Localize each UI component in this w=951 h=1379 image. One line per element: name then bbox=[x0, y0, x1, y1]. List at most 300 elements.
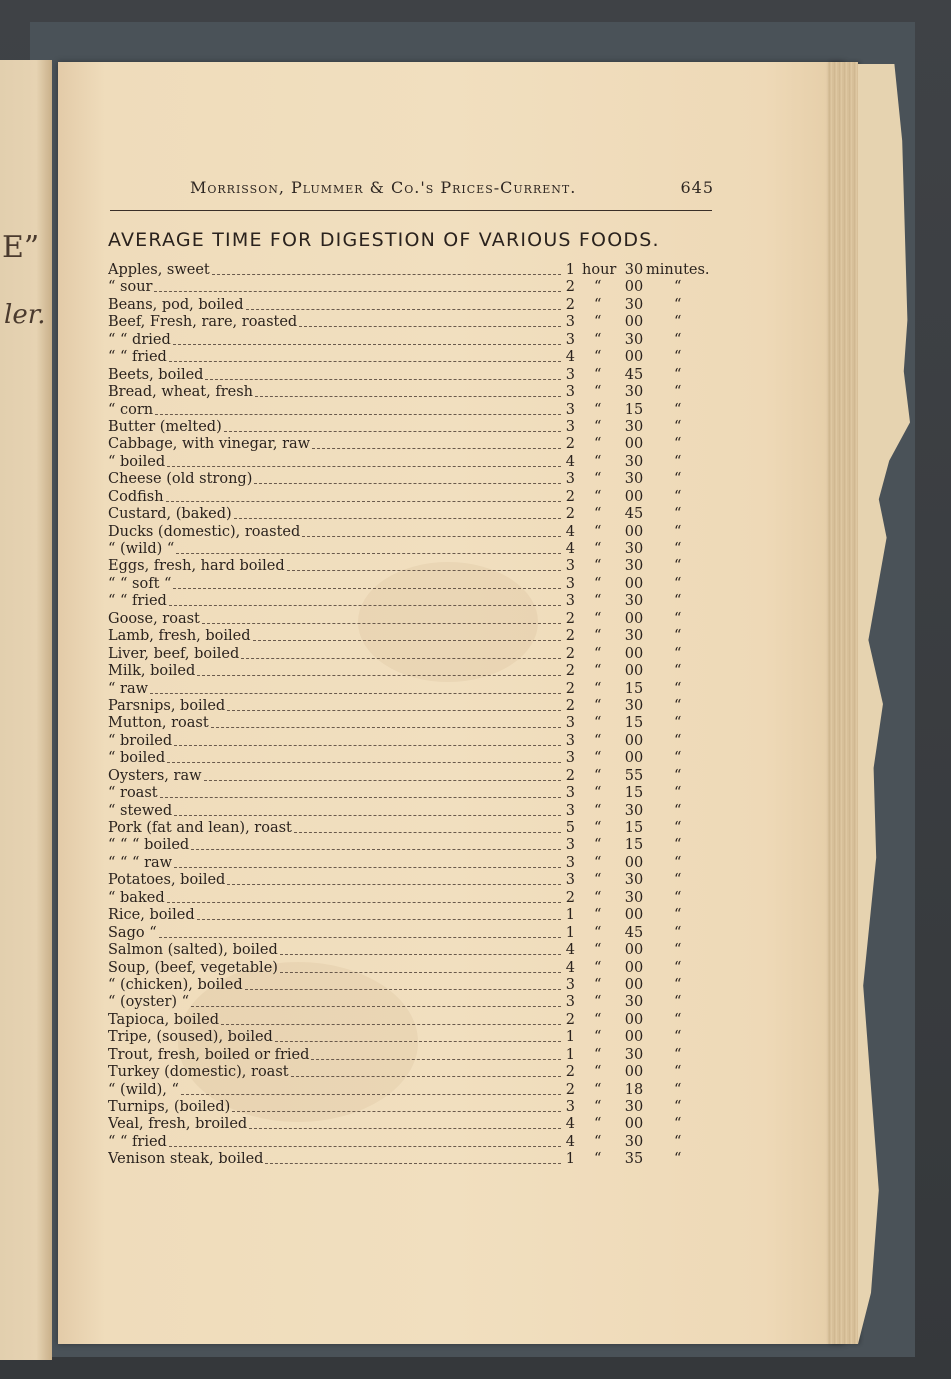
food-cell bbox=[108, 314, 563, 331]
dot-leader bbox=[280, 960, 561, 973]
dot-leader bbox=[166, 489, 561, 502]
ditto-mark: “ bbox=[594, 1029, 602, 1046]
minutes-value: 00 bbox=[624, 942, 644, 959]
ditto-mark: “ bbox=[594, 1133, 602, 1150]
ditto-mark: “ bbox=[674, 488, 682, 505]
minutes-value: 15 bbox=[624, 401, 644, 418]
ditto-mark: “ bbox=[594, 663, 602, 680]
food-name: Lamb, fresh, boiled bbox=[108, 628, 251, 645]
ditto-mark: “ bbox=[674, 593, 682, 610]
table-row bbox=[108, 332, 728, 349]
hours-value: 4 bbox=[565, 523, 575, 540]
food-name: “ raw bbox=[108, 680, 149, 697]
food-cell bbox=[108, 785, 563, 802]
food-name: “ “ fried bbox=[108, 349, 167, 366]
table-row bbox=[108, 524, 728, 541]
ditto-mark: “ bbox=[594, 1151, 602, 1168]
table-row bbox=[108, 593, 728, 610]
ditto-mark: “ bbox=[594, 872, 602, 889]
dot-leader bbox=[249, 1116, 561, 1129]
table-row bbox=[108, 715, 728, 732]
hours-value: 1 bbox=[565, 907, 575, 924]
table-row bbox=[108, 855, 728, 872]
minutes-value: 00 bbox=[624, 279, 644, 296]
ditto-mark: “ bbox=[594, 610, 602, 627]
food-cell bbox=[108, 715, 563, 732]
food-name: Tripe, (soused), boiled bbox=[108, 1029, 273, 1046]
minutes-value: 30 bbox=[624, 384, 644, 401]
hours-value: 3 bbox=[565, 1099, 575, 1115]
dot-leader bbox=[167, 750, 561, 763]
dot-leader bbox=[227, 872, 561, 885]
ditto-mark: “ bbox=[674, 889, 682, 906]
food-cell bbox=[108, 855, 563, 872]
minutes-value: 00 bbox=[624, 750, 644, 767]
dot-leader bbox=[197, 663, 561, 676]
ditto-mark: “ bbox=[594, 750, 602, 767]
table-row bbox=[108, 733, 728, 750]
food-cell bbox=[108, 803, 563, 820]
hours-value: 4 bbox=[565, 541, 575, 557]
dot-leader bbox=[227, 698, 561, 711]
ditto-mark: “ bbox=[594, 506, 602, 523]
minutes-value: 30 bbox=[624, 331, 644, 348]
hours-value: 3 bbox=[565, 384, 575, 401]
hours-value: 1 bbox=[565, 1029, 575, 1046]
minutes-value: 00 bbox=[624, 732, 644, 749]
hours-value: 3 bbox=[565, 314, 575, 331]
minutes-value: 45 bbox=[624, 924, 644, 941]
ditto-mark: “ bbox=[674, 820, 682, 836]
ditto-mark: “ bbox=[594, 889, 602, 906]
food-name: Beets, boiled bbox=[108, 366, 204, 383]
ditto-mark: “ bbox=[674, 837, 682, 854]
table-row bbox=[108, 803, 728, 820]
food-name: “ (oyster) “ bbox=[108, 994, 190, 1011]
table-row bbox=[108, 384, 728, 401]
food-name: Tapioca, boiled bbox=[108, 1011, 219, 1028]
dot-leader bbox=[181, 1082, 561, 1095]
dot-leader bbox=[275, 1029, 561, 1042]
previous-page-fragment: E” bbox=[2, 230, 40, 265]
dot-leader bbox=[254, 471, 561, 484]
food-cell bbox=[108, 698, 563, 715]
minutes-label: minutes. bbox=[646, 262, 710, 278]
dot-leader bbox=[173, 576, 561, 589]
hours-value: 2 bbox=[565, 1081, 575, 1098]
table-row bbox=[108, 297, 728, 314]
minutes-value: 00 bbox=[624, 523, 644, 540]
table-row bbox=[108, 681, 728, 698]
hours-value: 2 bbox=[565, 296, 575, 313]
minutes-value: 00 bbox=[624, 976, 644, 993]
food-cell bbox=[108, 506, 563, 523]
food-name: “ roast bbox=[108, 785, 158, 802]
ditto-mark: “ bbox=[674, 976, 682, 993]
dot-leader bbox=[265, 1151, 561, 1164]
food-cell bbox=[108, 471, 563, 488]
minutes-value: 35 bbox=[624, 1151, 644, 1168]
table-row bbox=[108, 1099, 728, 1116]
ditto-mark: “ bbox=[594, 1011, 602, 1028]
food-name: Pork (fat and lean), roast bbox=[108, 820, 292, 836]
table-row bbox=[108, 628, 728, 645]
food-name: Goose, roast bbox=[108, 610, 200, 627]
ditto-mark: “ bbox=[594, 697, 602, 714]
hours-value: 3 bbox=[565, 872, 575, 889]
ditto-mark: “ bbox=[594, 1081, 602, 1098]
ditto-mark: “ bbox=[594, 854, 602, 871]
ditto-mark: “ bbox=[674, 279, 682, 296]
food-cell bbox=[108, 384, 563, 401]
food-cell bbox=[108, 1012, 563, 1029]
dot-leader bbox=[291, 1064, 561, 1077]
food-name: “ (chicken), boiled bbox=[108, 976, 243, 993]
food-cell bbox=[108, 367, 563, 384]
ditto-mark: “ bbox=[674, 872, 682, 889]
dot-leader bbox=[211, 715, 561, 728]
food-name: Liver, beef, boiled bbox=[108, 645, 240, 662]
table-row bbox=[108, 890, 728, 907]
food-name: Trout, fresh, boiled or fried bbox=[108, 1046, 310, 1063]
food-cell bbox=[108, 349, 563, 366]
ditto-mark: “ bbox=[594, 296, 602, 313]
dot-leader bbox=[167, 890, 561, 903]
ditto-mark: “ bbox=[594, 1046, 602, 1063]
running-title: Morrisson, Plummer & Co.'s Prices-Current. bbox=[190, 178, 577, 197]
ditto-mark: “ bbox=[674, 732, 682, 749]
food-name: Oysters, raw bbox=[108, 767, 202, 784]
hours-value: 2 bbox=[565, 1064, 575, 1081]
food-cell bbox=[108, 1029, 563, 1046]
hours-value: 2 bbox=[565, 889, 575, 906]
table-row bbox=[108, 925, 728, 942]
ditto-mark: “ bbox=[674, 907, 682, 924]
ditto-mark: “ bbox=[594, 575, 602, 592]
table-row bbox=[108, 1116, 728, 1133]
table-row bbox=[108, 837, 728, 854]
dot-leader bbox=[246, 297, 561, 310]
table-row bbox=[108, 279, 728, 296]
ditto-mark: “ bbox=[594, 907, 602, 924]
hours-value: 3 bbox=[565, 837, 575, 854]
ditto-mark: “ bbox=[674, 1133, 682, 1150]
hours-value: 4 bbox=[565, 1133, 575, 1150]
hours-value: 1 bbox=[565, 1046, 575, 1063]
hours-value: 3 bbox=[565, 802, 575, 819]
hours-value: 3 bbox=[565, 715, 575, 732]
ditto-mark: “ bbox=[594, 680, 602, 697]
dot-leader bbox=[294, 820, 561, 833]
table-row bbox=[108, 820, 728, 837]
table-row bbox=[108, 1012, 728, 1029]
food-name: “ “ fried bbox=[108, 1133, 167, 1150]
dot-leader bbox=[160, 785, 561, 798]
hours-value: 2 bbox=[565, 506, 575, 523]
ditto-mark: “ bbox=[674, 767, 682, 784]
table-title: AVERAGE TIME FOR DIGESTION OF VARIOUS FOODS. bbox=[108, 229, 660, 251]
ditto-mark: “ bbox=[674, 1011, 682, 1028]
ditto-mark: “ bbox=[594, 976, 602, 993]
food-cell bbox=[108, 750, 563, 767]
hours-value: 3 bbox=[565, 785, 575, 802]
table-row bbox=[108, 541, 728, 558]
hours-value: 3 bbox=[565, 976, 575, 993]
dot-leader bbox=[176, 541, 561, 554]
dot-leader bbox=[287, 558, 561, 571]
dot-leader bbox=[159, 925, 561, 938]
ditto-mark: “ bbox=[594, 1099, 602, 1115]
minutes-value: 00 bbox=[624, 1116, 644, 1133]
food-cell bbox=[108, 576, 563, 593]
food-name: “ “ dried bbox=[108, 331, 171, 348]
minutes-value: 15 bbox=[624, 715, 644, 732]
minutes-value: 00 bbox=[624, 314, 644, 331]
hours-value: 1 bbox=[565, 1151, 575, 1168]
food-cell bbox=[108, 872, 563, 889]
ditto-mark: “ bbox=[594, 785, 602, 802]
food-name: “ “ “ raw bbox=[108, 854, 173, 871]
ditto-mark: “ bbox=[674, 453, 682, 470]
food-name: “ broiled bbox=[108, 732, 173, 749]
minutes-value: 15 bbox=[624, 785, 644, 802]
ditto-mark: “ bbox=[594, 488, 602, 505]
dot-leader bbox=[155, 402, 561, 415]
dot-leader bbox=[167, 454, 561, 467]
dot-leader bbox=[280, 942, 561, 955]
table-row bbox=[108, 436, 728, 453]
minutes-value: 55 bbox=[624, 767, 644, 784]
minutes-value: 18 bbox=[624, 1081, 644, 1098]
ditto-mark: “ bbox=[674, 1046, 682, 1063]
minutes-value: 15 bbox=[624, 680, 644, 697]
minutes-value: 15 bbox=[624, 820, 644, 836]
ditto-mark: “ bbox=[594, 314, 602, 331]
ditto-mark: “ bbox=[594, 558, 602, 575]
minutes-value: 30 bbox=[624, 1099, 644, 1115]
hours-value: 4 bbox=[565, 942, 575, 959]
table-row bbox=[108, 750, 728, 767]
ditto-mark: “ bbox=[674, 854, 682, 871]
table-row bbox=[108, 1047, 728, 1064]
ditto-mark: “ bbox=[674, 349, 682, 366]
food-cell bbox=[108, 733, 563, 750]
ditto-mark: “ bbox=[674, 471, 682, 488]
food-name: Ducks (domestic), roasted bbox=[108, 523, 301, 540]
dot-leader bbox=[169, 1134, 561, 1147]
dot-leader bbox=[299, 314, 561, 327]
ditto-mark: “ bbox=[674, 680, 682, 697]
ditto-mark: “ bbox=[674, 663, 682, 680]
ditto-mark: “ bbox=[594, 471, 602, 488]
minutes-value: 00 bbox=[624, 436, 644, 453]
food-cell bbox=[108, 611, 563, 628]
table-row bbox=[108, 960, 728, 977]
hours-value: 4 bbox=[565, 453, 575, 470]
table-row bbox=[108, 506, 728, 523]
table-row bbox=[108, 454, 728, 471]
ditto-mark: “ bbox=[674, 750, 682, 767]
ditto-mark: “ bbox=[674, 558, 682, 575]
minutes-value: 30 bbox=[624, 541, 644, 557]
ditto-mark: “ bbox=[594, 384, 602, 401]
table-row bbox=[108, 872, 728, 889]
table-row bbox=[108, 1082, 728, 1099]
food-name: Turkey (domestic), roast bbox=[108, 1064, 289, 1081]
ditto-mark: “ bbox=[674, 331, 682, 348]
food-cell bbox=[108, 279, 563, 296]
hours-value: 3 bbox=[565, 854, 575, 871]
ditto-mark: “ bbox=[674, 418, 682, 435]
dot-leader bbox=[174, 803, 561, 816]
food-cell bbox=[108, 820, 563, 837]
table-row bbox=[108, 907, 728, 924]
food-cell bbox=[108, 1064, 563, 1081]
hours-value: 3 bbox=[565, 732, 575, 749]
food-cell bbox=[108, 628, 563, 645]
dot-leader bbox=[311, 1047, 561, 1060]
dot-leader bbox=[202, 611, 561, 624]
food-name: Butter (melted) bbox=[108, 418, 222, 435]
ditto-mark: “ bbox=[594, 820, 602, 836]
ditto-mark: “ bbox=[594, 628, 602, 645]
minutes-value: 30 bbox=[624, 453, 644, 470]
food-cell bbox=[108, 890, 563, 907]
food-cell bbox=[108, 558, 563, 575]
food-name: Bread, wheat, fresh bbox=[108, 384, 253, 401]
food-name: “ “ soft “ bbox=[108, 575, 172, 592]
food-name: Cheese (old strong) bbox=[108, 471, 253, 488]
table-row bbox=[108, 314, 728, 331]
food-cell bbox=[108, 489, 563, 506]
table-row bbox=[108, 1134, 728, 1151]
food-cell bbox=[108, 1082, 563, 1099]
dot-leader bbox=[169, 593, 561, 606]
ditto-mark: “ bbox=[674, 697, 682, 714]
food-cell bbox=[108, 768, 563, 785]
food-cell bbox=[108, 524, 563, 541]
food-cell bbox=[108, 1099, 563, 1116]
table-row bbox=[108, 558, 728, 575]
food-name: Venison steak, boiled bbox=[108, 1151, 264, 1168]
minutes-value: 00 bbox=[624, 854, 644, 871]
food-name: “ boiled bbox=[108, 453, 166, 470]
ditto-mark: “ bbox=[594, 279, 602, 296]
food-cell bbox=[108, 402, 563, 419]
dot-leader bbox=[205, 367, 561, 380]
food-cell bbox=[108, 593, 563, 610]
table-row bbox=[108, 367, 728, 384]
ditto-mark: “ bbox=[594, 924, 602, 941]
dot-leader bbox=[253, 628, 561, 641]
minutes-value: 30 bbox=[624, 697, 644, 714]
table-row bbox=[108, 942, 728, 959]
minutes-value: 00 bbox=[624, 575, 644, 592]
dot-leader bbox=[154, 279, 561, 292]
dot-leader bbox=[234, 506, 561, 519]
hours-value: 2 bbox=[565, 767, 575, 784]
hours-value: 2 bbox=[565, 279, 575, 296]
minutes-value: 00 bbox=[624, 1011, 644, 1028]
ditto-mark: “ bbox=[674, 523, 682, 540]
hours-value: 1 bbox=[565, 262, 575, 278]
dot-leader bbox=[241, 646, 561, 659]
minutes-value: 00 bbox=[624, 907, 644, 924]
minutes-value: 00 bbox=[624, 645, 644, 662]
hours-value: 3 bbox=[565, 558, 575, 575]
dot-leader bbox=[255, 384, 561, 397]
food-cell bbox=[108, 681, 563, 698]
ditto-mark: “ bbox=[594, 942, 602, 959]
ditto-mark: “ bbox=[594, 593, 602, 610]
food-cell bbox=[108, 1047, 563, 1064]
ditto-mark: “ bbox=[594, 418, 602, 435]
dot-leader bbox=[197, 907, 561, 920]
food-cell bbox=[108, 1151, 563, 1168]
minutes-value: 30 bbox=[624, 471, 644, 488]
ditto-mark: “ bbox=[674, 628, 682, 645]
food-cell bbox=[108, 925, 563, 942]
ditto-mark: “ bbox=[674, 645, 682, 662]
page-number: 645 bbox=[680, 178, 714, 197]
table-row bbox=[108, 663, 728, 680]
ditto-mark: “ bbox=[674, 1151, 682, 1168]
food-cell bbox=[108, 977, 563, 994]
ditto-mark: “ bbox=[594, 401, 602, 418]
food-name: Beans, pod, boiled bbox=[108, 296, 244, 313]
food-name: “ baked bbox=[108, 889, 165, 906]
ditto-mark: “ bbox=[674, 994, 682, 1011]
ditto-mark: “ bbox=[674, 715, 682, 732]
table-row bbox=[108, 1151, 728, 1168]
previous-page-fragment: ler. bbox=[4, 300, 46, 330]
food-cell bbox=[108, 454, 563, 471]
food-name: “ stewed bbox=[108, 802, 173, 819]
ditto-mark: “ bbox=[674, 802, 682, 819]
hours-value: 3 bbox=[565, 331, 575, 348]
food-cell bbox=[108, 663, 563, 680]
page-edges bbox=[828, 62, 858, 1344]
ditto-mark: “ bbox=[674, 1081, 682, 1098]
food-name: “ corn bbox=[108, 401, 154, 418]
minutes-value: 30 bbox=[624, 262, 644, 278]
minutes-value: 30 bbox=[624, 418, 644, 435]
table-row bbox=[108, 349, 728, 366]
hours-value: 3 bbox=[565, 471, 575, 488]
hours-value: 3 bbox=[565, 575, 575, 592]
ditto-mark: “ bbox=[594, 349, 602, 366]
dot-leader bbox=[173, 332, 561, 345]
ditto-mark: “ bbox=[674, 384, 682, 401]
minutes-value: 45 bbox=[624, 506, 644, 523]
hours-value: 3 bbox=[565, 593, 575, 610]
ditto-mark: “ bbox=[594, 1064, 602, 1081]
hours-value: 2 bbox=[565, 488, 575, 505]
food-name: Beef, Fresh, rare, roasted bbox=[108, 314, 298, 331]
table-row bbox=[108, 419, 728, 436]
ditto-mark: “ bbox=[674, 785, 682, 802]
food-name: Cabbage, with vinegar, raw bbox=[108, 436, 311, 453]
ditto-mark: “ bbox=[594, 541, 602, 557]
minutes-value: 00 bbox=[624, 1064, 644, 1081]
table-row bbox=[108, 785, 728, 802]
food-cell bbox=[108, 960, 563, 977]
food-name: Salmon (salted), boiled bbox=[108, 942, 278, 959]
ditto-mark: “ bbox=[674, 436, 682, 453]
ditto-mark: “ bbox=[674, 1064, 682, 1081]
ditto-mark: “ bbox=[674, 924, 682, 941]
table-row bbox=[108, 994, 728, 1011]
